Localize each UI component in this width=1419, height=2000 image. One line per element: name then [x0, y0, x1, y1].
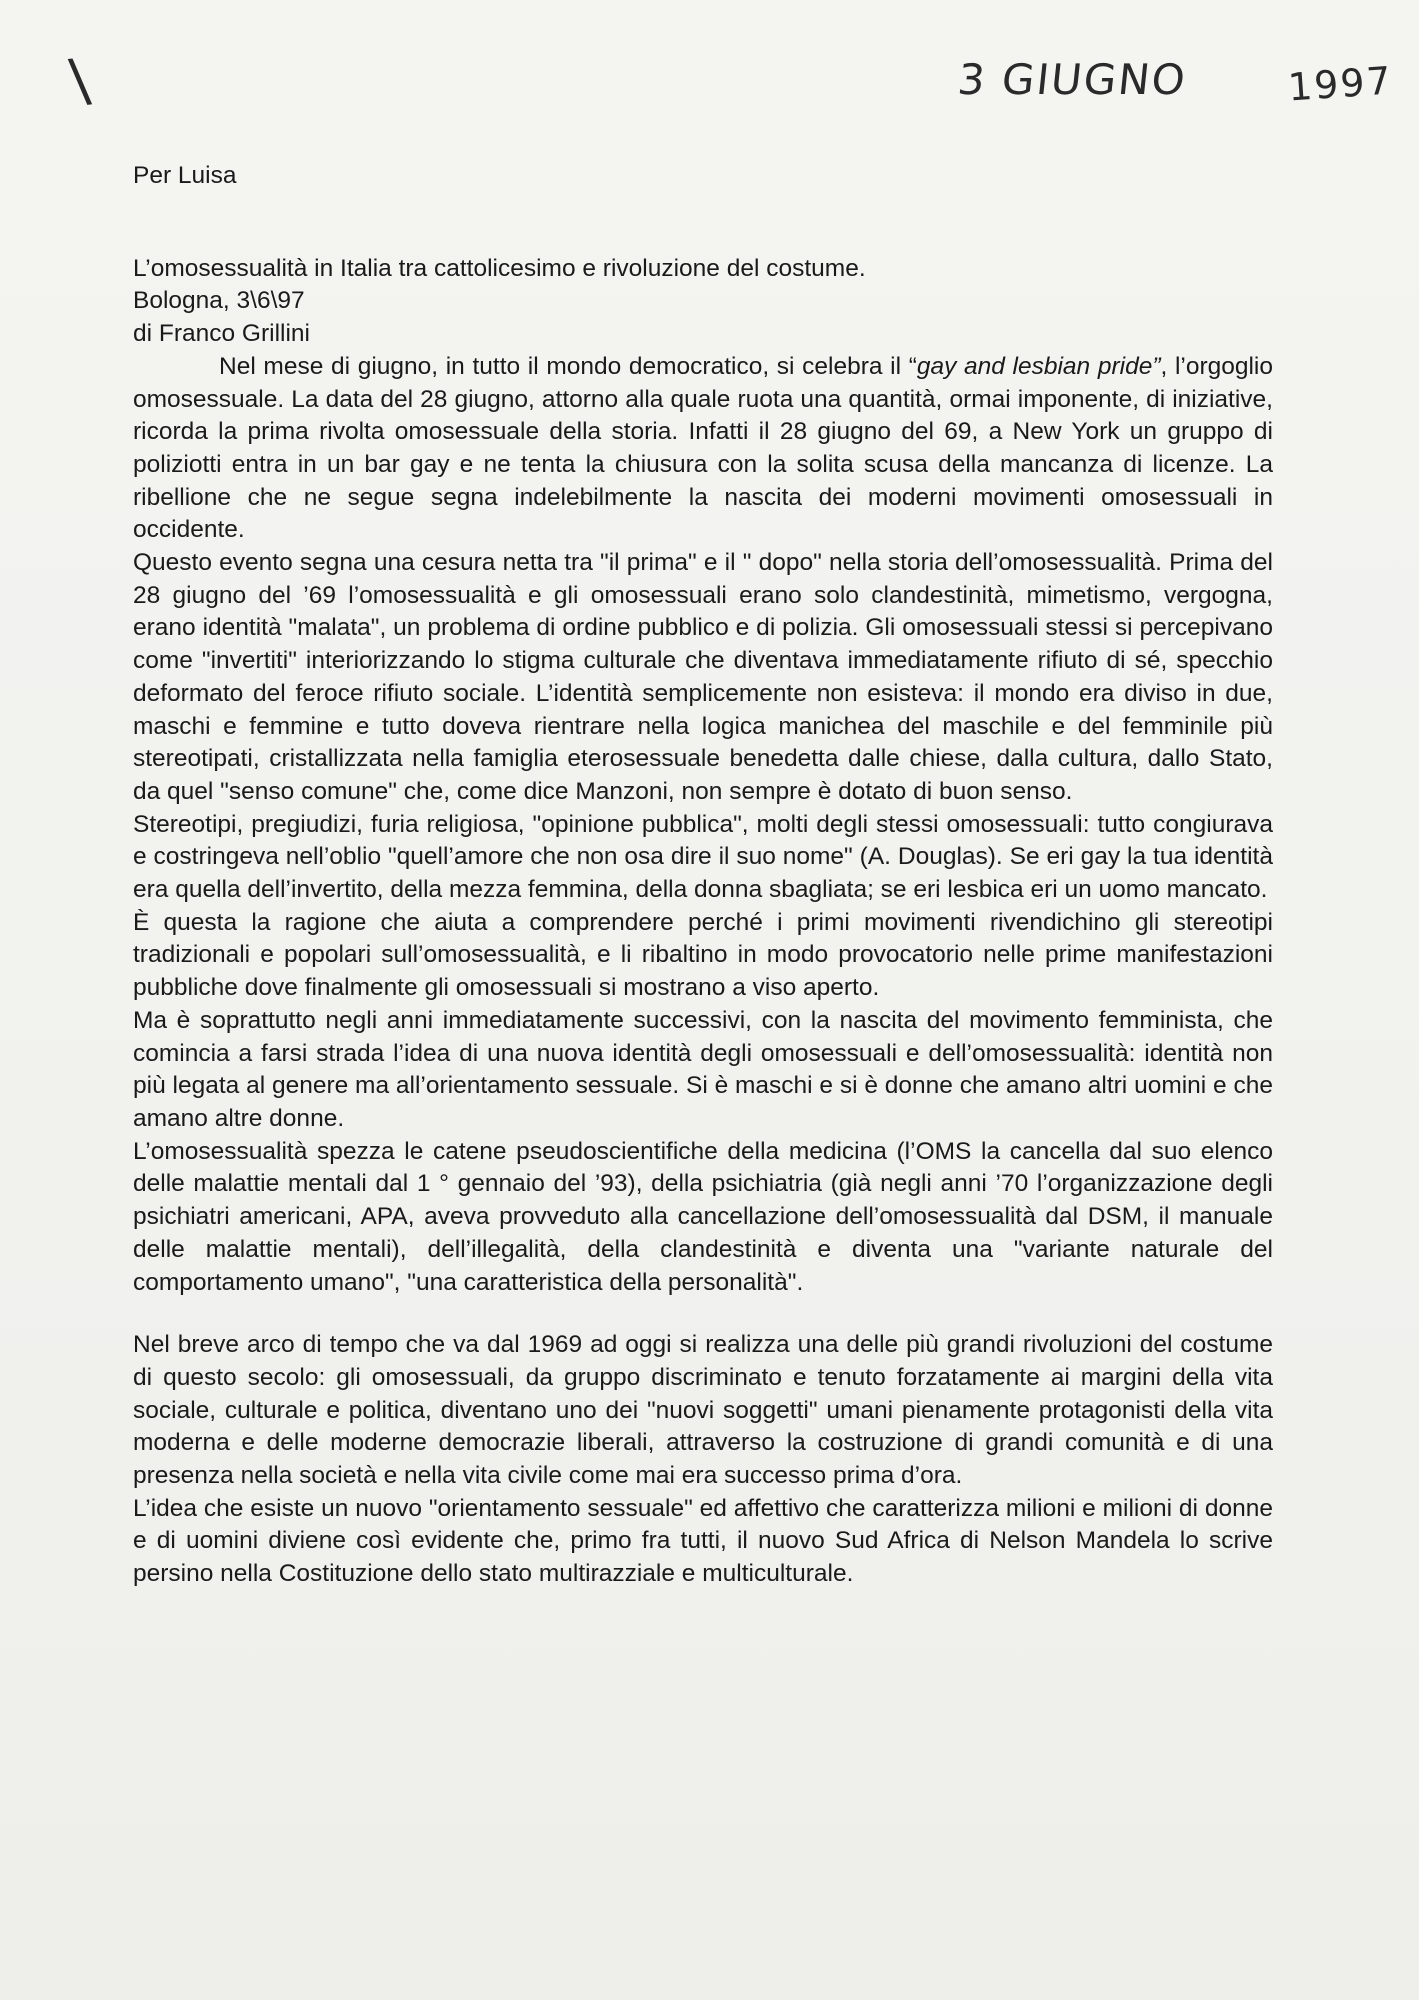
paragraph-1-rest: , l’orgoglio omosessuale. La data del 28 giugno, attorno alla quale ruota una quantità, ormai imponente, di iniziative, ricorda la prima rivolta omosessuale della storia. Infatti il 28 giugno del 69, a New York un gruppo di poliziotti entra in un bar gay e ne tenta la chiusura con la solita scusa della mancanza di licenze. La ribellione che ne segue segna indelebilmente la nascita dei moderni movimenti omosessuali in occidente.: [133, 352, 1274, 544]
paragraph-8: L’idea che esiste un nuovo "orientamento sessuale" ed affettivo che caratterizza milioni e milioni di donne e di uomini diviene così evidente che, primo fra tutti, il nuovo Sud Africa di Nelson Mandela lo scrive persino nella Costituzione dello stato multirazziale e multiculturale.: [133, 1494, 1273, 1588]
greeting: Per Luisa: [133, 162, 237, 189]
paragraph-7: Nel breve arco di tempo che va dal 1969 ad oggi si realizza una delle più grandi rivoluzioni del costume di questo secolo: gli omosessuali, da gruppo discriminato e tenuto forzatamente ai margini della vita sociale, culturale e politica, diventano uno dei "nuovi soggetti" umani pienamente protagonisti della vita moderna e delle moderne democrazie liberali, attraverso la costruzione di grandi comunità e di una presenza nella società e nella vita civile come mai era successo prima d’ora.: [133, 1331, 1273, 1490]
paragraph-1-emphasis: gay and lesbian pride”: [916, 352, 1161, 380]
handwritten-date: 3 GIUGNO: [955, 55, 1190, 104]
author-line: di Franco Grillini: [133, 320, 310, 348]
handwritten-mark: \: [66, 45, 96, 115]
paragraph-5: Ma è soprattutto negli anni immediatamente successivi, con la nascita del movimento femminista, che comincia a farsi strada l’idea di una nuova identità degli omosessuali e dell’omosessualità: identità non più legata al genere ma all’orientamento sessuale. Si è maschi e si è donne che amano altri uomini e che amano altre donne.: [133, 1006, 1273, 1132]
place-date: Bologna, 3\6\97: [133, 287, 305, 315]
paragraph-6: L’omosessualità spezza le catene pseudoscientifiche della medicina (l’OMS la cancella dal suo elenco delle malattie mentali dal 1 ° gennaio del ’93), della psichiatria (già negli anni ’70 l’organizzazione degli psichiatri americani, APA, aveva provveduto alla cancellazione dell’omosessualità dal DSM, il manuale delle malattie mentali), dell’illegalità, della clandestinità e diventa una "variante naturale del comportamento umano", "una caratteristica della personalità".: [133, 1137, 1273, 1296]
paragraph-3: Stereotipi, pregiudizi, furia religiosa, "opinione pubblica", molti degli stessi omosessuali: tutto congiurava e costringeva nell’oblio "quell’amore che non osa dire il suo nome" (A. Douglas). Se eri gay la tua identità era quella dell’invertito, della mezza femmina, della donna sbagliata; se eri lesbica eri un uomo mancato.: [133, 810, 1273, 904]
paragraph-1-start: Nel mese di giugno, in tutto il mondo democratico, si celebra il “: [219, 352, 917, 380]
article-title: L’omosessualità in Italia tra cattolicesimo e rivoluzione del costume.: [133, 254, 866, 282]
letter-body: [133, 160, 1273, 1591]
paragraph-4: È questa la ragione che aiuta a comprendere perché i primi movimenti rivendichino gli stereotipi tradizionali e popolari sull’omosessualità, e li ribaltino in modo provocatorio nelle prime manifestazioni pubbliche dove finalmente gli omosessuali si mostrano a viso aperto.: [133, 908, 1273, 1002]
paragraph-1: [133, 351, 1273, 547]
paragraph-2: Questo evento segna una cesura netta tra "il prima" e il " dopo" nella storia dell’omosessualità. Prima del 28 giugno del ’69 l’omosessualità e gli omosessuali erano solo clandestinità, mimetismo, vergogna, erano identità "malata", un problema di ordine pubblico e di polizia. Gli omosessuali stessi si percepivano come "invertiti" interiorizzando lo stigma culturale che diventava immediatamente rifiuto di sé, specchio deformato del feroce rifiuto sociale. L’identità semplicemente non esisteva: il mondo era diviso in due, maschi e femmine e tutto doveva rientrare nella logica manichea del maschile e del femminile più stereotipati, cristallizzata nella famiglia eterosessuale benedetta dalle chiese, dalla cultura, dallo Stato, da quel "senso comune" che, come dice Manzoni, non sempre è dotato di buon senso.: [133, 549, 1273, 805]
handwritten-year: 1997: [1286, 58, 1395, 110]
